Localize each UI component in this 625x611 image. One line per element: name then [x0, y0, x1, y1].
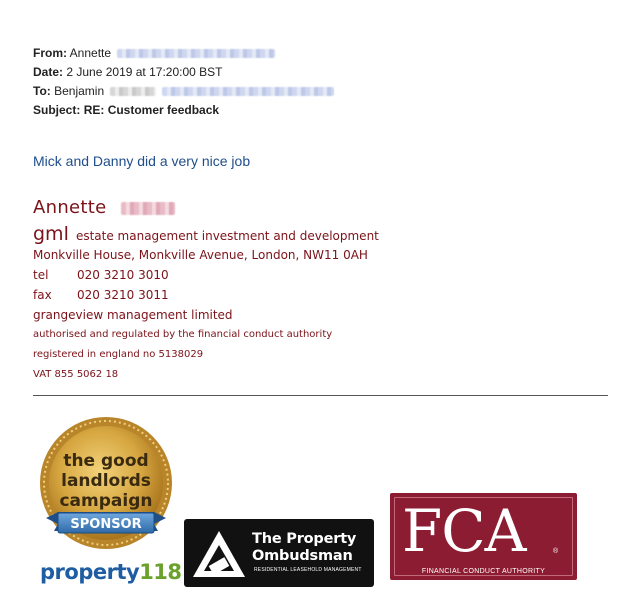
- ombudsman-line2: Ombudsman: [252, 548, 353, 564]
- fca-registered-mark: ®: [553, 548, 559, 555]
- property118-text-b: 118: [139, 560, 182, 584]
- good-landlords-badge-logo: [36, 415, 176, 555]
- ombudsman-line1: The Property: [252, 531, 357, 547]
- brand-row: [33, 223, 379, 245]
- property118-logo: [40, 560, 192, 584]
- redacted-signature-surname: [121, 202, 175, 215]
- email-header: [33, 44, 334, 120]
- property118-text-a: property: [40, 560, 140, 584]
- brand-gml: gml: [33, 223, 69, 245]
- redacted-to-email: [162, 87, 334, 96]
- signature-divider: [33, 395, 608, 396]
- message-body: Mick and Danny did a very nice job: [33, 153, 251, 169]
- from-label: From:: [33, 46, 67, 60]
- date-label: Date:: [33, 65, 64, 79]
- signature-address: Monkville House, Monkville Avenue, London, NW11 0AH: [33, 248, 368, 262]
- ombudsman-title: [252, 531, 356, 565]
- to-label: To:: [33, 84, 51, 98]
- fca-letters: FCA: [402, 497, 526, 565]
- badge-line2: landlords: [61, 471, 151, 491]
- to-row: [33, 82, 334, 101]
- badge-ribbon-text: SPONSOR: [70, 517, 142, 532]
- property-ombudsman-logo: [184, 519, 374, 587]
- ombudsman-subtitle: RESIDENTIAL LEASEHOLD MANAGEMENT: [254, 567, 362, 573]
- email-signature: [33, 197, 379, 385]
- brand-tagline: estate management investment and development: [75, 229, 379, 243]
- fca-logo: [390, 493, 577, 580]
- fca-subtitle: FINANCIAL CONDUCT AUTHORITY: [421, 568, 546, 575]
- tel-value[interactable]: 020 3210 3010: [77, 268, 169, 282]
- fax-label: fax: [33, 288, 52, 302]
- subject-label: Subject:: [33, 103, 81, 117]
- fax-row: [33, 285, 379, 305]
- badge-line1: the good: [63, 451, 149, 471]
- signature-name-row: [33, 197, 379, 219]
- from-row: [33, 44, 334, 63]
- registration-text: registered in england no 5138029: [33, 349, 204, 360]
- badge-line3: campaign: [59, 491, 153, 511]
- redacted-to-surname: [110, 87, 156, 96]
- to-name: Benjamin: [54, 84, 105, 98]
- from-name: Annette: [69, 46, 112, 60]
- redacted-from-email: [117, 49, 275, 58]
- date-value: 2 June 2019 at 17:20:00 BST: [66, 65, 223, 79]
- ombudsman-triangle-icon: [190, 527, 248, 581]
- subject-row: [33, 101, 334, 120]
- subject-value: RE: Customer feedback: [83, 103, 220, 117]
- tel-label: tel: [33, 268, 49, 282]
- date-row: [33, 63, 334, 82]
- vat-text: VAT 855 5062 18: [33, 369, 119, 380]
- tel-row: [33, 265, 379, 285]
- fax-value: 020 3210 3011: [77, 288, 169, 302]
- regulation-text: authorised and regulated by the financial conduct authority: [33, 329, 333, 340]
- signature-name: Annette: [33, 197, 107, 218]
- company-name: grangeview management limited: [33, 308, 233, 322]
